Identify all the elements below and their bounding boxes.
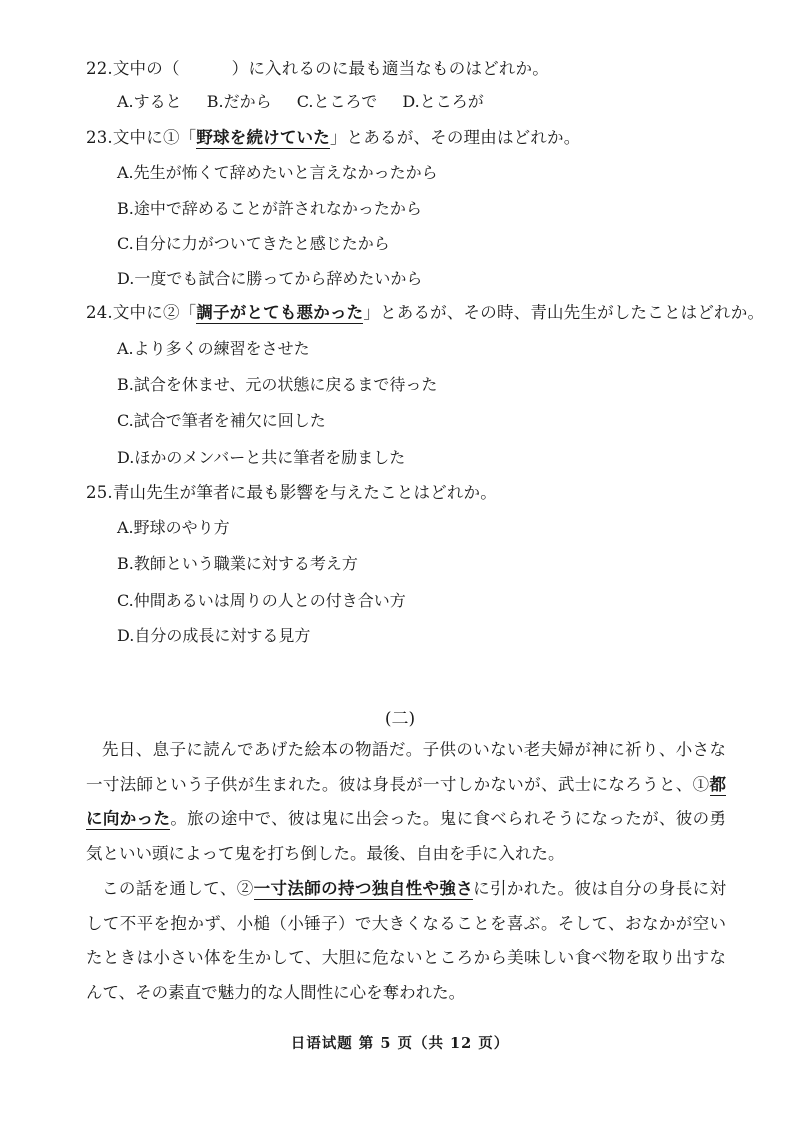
reading-paragraph-1: [86, 733, 726, 871]
underlined-phrase-1: 都に向かった: [86, 774, 726, 828]
option-c: C.自分に力がついてきたと感じたから: [117, 234, 390, 253]
option-d: D.一度でも試合に勝ってから辞めたいから: [117, 269, 423, 288]
option-a: A.より多くの練習をさせた: [117, 339, 310, 358]
section-title: (二): [384, 709, 416, 729]
underlined-phrase-2: 一寸法師の持つ独自性や強さ: [253, 879, 474, 898]
question-text: 青山先生が筆者に最も影響を与えたことはどれか。: [112, 483, 497, 502]
question-text-after: 」とあるが、その時、青山先生がしたことはどれか。: [363, 303, 765, 322]
question-24: [86, 302, 764, 324]
question-number: 25.: [86, 483, 113, 502]
question-number: 24.: [86, 303, 113, 322]
option-c: C.試合で筆者を補欠に回した: [117, 411, 326, 430]
option-d: D.自分の成長に対する見方: [117, 626, 311, 645]
paragraph-text: 。旅の途中で、彼は鬼に出会った。鬼に食べられそうになったが、彼の勇気といい頭によって鬼を打ち倒した。最後、自由を手に入れた。: [86, 809, 727, 863]
question-text-before: 文中に①「: [112, 128, 197, 147]
option-b: B.試合を休ませ、元の状態に戻るまで待った: [117, 375, 438, 394]
option-b: B.教師という職業に対する考え方: [117, 554, 358, 573]
page-footer: 日语试题 第 5 页（共 12 页）: [290, 1035, 510, 1052]
option-c: C.仲間あるいは周りの人との付き合い方: [117, 591, 406, 610]
question-number: 22.: [86, 59, 113, 78]
question-number: 23.: [86, 128, 113, 147]
option-d: D.ところが: [402, 92, 484, 111]
option-b: B.途中で辞めることが許されなかったから: [117, 199, 422, 218]
question-25: [86, 482, 497, 504]
reading-paragraph-2: [86, 872, 726, 1010]
option-a: A.野球のやり方: [117, 518, 230, 537]
question-text-before: 文中に②「: [112, 303, 197, 322]
option-a: A.すると: [117, 92, 182, 111]
question-22-options: [117, 91, 504, 113]
question-23: [86, 127, 580, 149]
option-a: A.先生が怖くて辞めたいと言えなかったから: [117, 163, 438, 182]
paragraph-text: この話を通して、②: [102, 879, 254, 898]
question-text-after: ）に入れるのに最も適当なものはどれか。: [231, 59, 549, 78]
question-text-after: 」とあるが、その理由はどれか。: [329, 128, 581, 147]
paragraph-text: 先日、息子に読んであげた絵本の物語だ。子供のいない老夫婦が神に祈り、小さな一寸法師という子供が生まれた。彼は身長が一寸しかないが、武士になろうと、①: [86, 740, 726, 794]
option-d: D.ほかのメンバーと共に筆者を励ました: [117, 448, 406, 467]
option-b: B.だから: [206, 92, 272, 111]
paragraph-text: に引かれた。彼は自分の身長に対して不平を抱かず、小槌（小锤子）で大きくなることを喜ぶ。そして、おなかが空いたときは小さい体を生かして、大胆に危ないところから美味しい食べ物を取り出すなんて、その素直で魅力的な人間性に心を奪われた。: [86, 879, 727, 1002]
quoted-phrase: 調子がとても悪かった: [196, 303, 364, 322]
question-text-before: 文中の（: [112, 59, 180, 78]
question-22: [86, 58, 549, 80]
option-c: C.ところで: [296, 92, 378, 111]
quoted-phrase: 野球を続けていた: [196, 128, 330, 147]
